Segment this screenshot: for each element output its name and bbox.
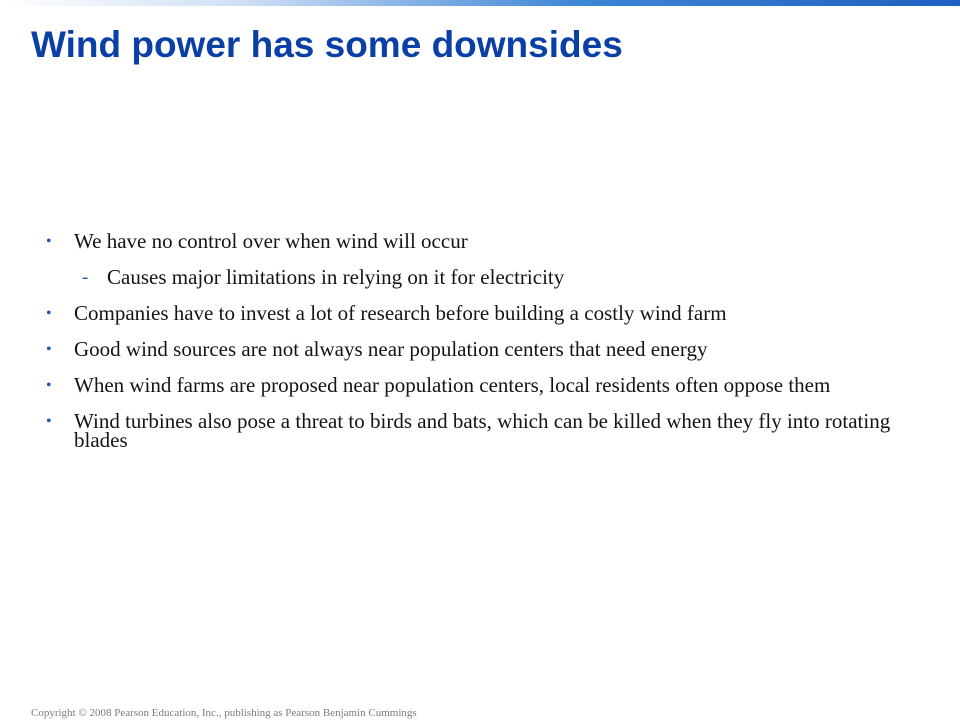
slide-title: Wind power has some downsides: [31, 24, 623, 65]
bullet-text: Good wind sources are not always near population centers that need energy: [74, 337, 708, 361]
bullet-marker: •: [46, 233, 52, 250]
header-gradient-bar: [0, 0, 960, 6]
bullet-item: [43, 301, 923, 325]
bullet-item: [43, 337, 923, 361]
bullet-item: [43, 409, 923, 452]
bullet-marker: •: [46, 413, 52, 430]
bullet-text: When wind farms are proposed near population centers, local residents often oppose them: [74, 373, 831, 397]
sub-bullet-text: Causes major limitations in relying on it for electricity: [107, 265, 565, 289]
bullet-marker: •: [46, 341, 52, 358]
bullet-text: Companies have to invest a lot of research before building a costly wind farm: [74, 301, 727, 325]
copyright-footer: Copyright © 2008 Pearson Education, Inc., publishing as Pearson Benjamin Cummings: [31, 707, 417, 719]
bullet-text: Wind turbines also pose a threat to birds and bats, which can be killed when they fly into rotating blades: [74, 409, 891, 452]
bullet-marker: •: [46, 305, 52, 322]
sub-bullet-item: [43, 265, 923, 289]
bullet-marker: •: [46, 377, 52, 394]
sub-bullet-marker: -: [82, 267, 89, 288]
bullet-item: [43, 373, 923, 397]
bullet-list: [43, 229, 923, 467]
bullet-text: We have no control over when wind will occur: [74, 229, 468, 253]
bullet-item: [43, 229, 923, 253]
